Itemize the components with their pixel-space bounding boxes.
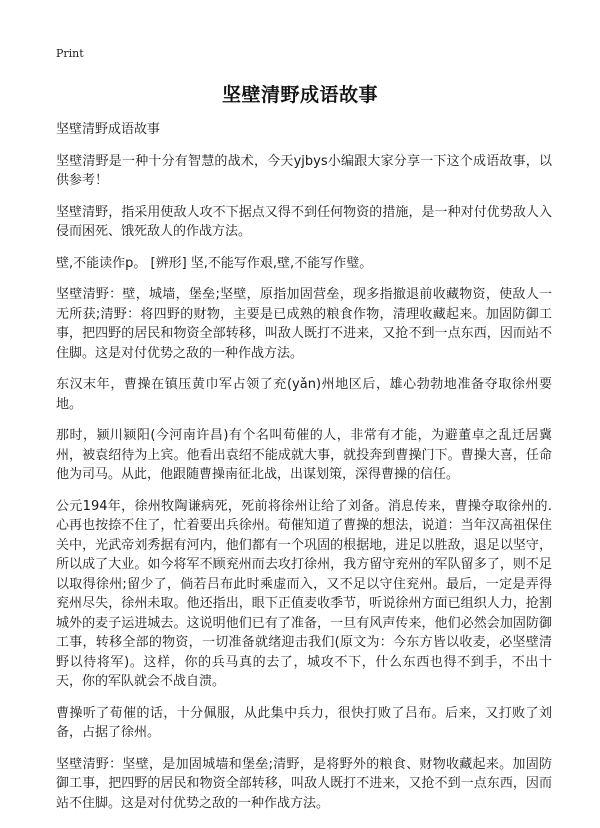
article-subtitle: 坚壁清野成语故事 bbox=[56, 122, 161, 137]
page-title: 坚壁清野成语故事 bbox=[221, 84, 378, 106]
paragraph-summary: 坚壁清野：坚壁，是加固城墙和堡垒;清野，是将野外的粮食、财物收藏起来。加固防御工事，把四野的居民和物资全部转移，叫敌人既打不进来，又抢不到一点东西，因而站不住脚。这是对付优势之敌的一种作战方法。 bbox=[56, 756, 552, 811]
paragraph-story-4: 曹操听了荀催的话，十分佩服，从此集中兵力，很快打败了吕布。后来，又打败了刘备，占据了徐州。 bbox=[56, 705, 552, 740]
paragraph-explanation: 坚壁清野：壁，城墙，堡垒;坚壁，原指加固营垒，现多指撤退前收藏物资，使敌人一无所获;清野：将四野的财物，主要是已成熟的粮食作物，清理收藏起来。加固防御工事，把四野的居民和物资全部转移，叫敌人既打不进来，又抢不到一点东西，因而站不住脚。这是对付优势之敌的一种作战方法。 bbox=[56, 287, 552, 361]
paragraph-pronunciation: 壁,不能读作p。 [辨形] 坚,不能写作艰,壁,不能写作璧。 bbox=[56, 255, 373, 271]
paragraph-story-2: 那时，颍川颍阳(今河南许昌)有个名叫荀催的人，非常有才能，为避董卓之乱迁居冀州，被袁绍待为上宾。他看出袁绍不能成就大事，就投奔到曹操门下。曹操大喜，任命他为司马。从此，他跟随曹操南征北战，出谋划策，深得曹操的信任。 bbox=[56, 428, 552, 482]
article-body bbox=[56, 120, 552, 825]
paragraph-story-1: 东汉末年，曹操在镇压黄巾军占领了充(yǎn)州地区后，雄心勃勃地准备夺取徐州要地。 bbox=[56, 377, 552, 412]
paragraph-story-3: 公元194年，徐州牧陶谦病死，死前将徐州让给了刘备。消息传来，曹操夺取徐州的.心再也按捺不住了，忙着要出兵徐州。荀催知道了曹操的想法，说道：当年汉高祖保住关中，光武帝刘秀据有河内，他们都有一个巩固的根据地，进足以胜敌，退足以坚守，所以成了大业。如今将军不顾兖州而去攻打徐州，我方留守兖州的军队留多了，则不足以取得徐州;留少了，倘若吕布此时乘虚而入，又不足以守住兖州。最后，一定是弄得兖州尽失，徐州未取。他还指出，眼下正值麦收季节，听说徐州方面已组织人力，抢割城外的麦子运进城去。这说明他们已有了准备，一旦有风声传来，他们必然会加固防御工事，转移全部的物资，一切准备就绪迎击我们(原文为：今东方皆以收麦，必坚壁清野以待将军)。这样，你的兵马真的去了，城攻不下，什么东西也得不到手，不出十天，你的军队就会不战自溃。 bbox=[56, 498, 552, 689]
paragraph-definition: 坚壁清野，指采用使敌人攻不下据点又得不到任何物资的措施，是一种对付优势敌人入侵而困死、饿死敌人的作战方法。 bbox=[56, 204, 552, 239]
paragraph-intro: 坚壁清野是一种十分有智慧的战术，今天yjbys小编跟大家分享一下这个成语故事，以供参考！ bbox=[56, 153, 552, 188]
print-link[interactable]: Print bbox=[56, 47, 84, 60]
